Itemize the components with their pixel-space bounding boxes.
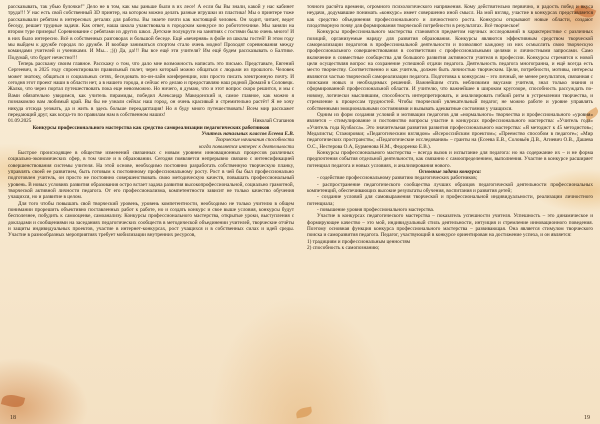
list-item: - повышение уровня профессионального мастерства. — [317, 207, 435, 213]
article-byline: Учитель начальных классов Есеева Е.В. — [201, 130, 294, 137]
paragraph: Конкурсы профессионального мастерства становятся предметом научных исследований в характеристике с различных позиций, организуемые наряду для развития образования. Конкурсы являются эффективным средством творческой самореализации педагогов в профессиональной деятельности и позволяют каждому из них осмыслить свою творческую профессионального совершенствования в соответствии с профессиональными целями и личностными запросами. Само включение в совместные сообщества для большого развития активности учителя в профессии. Конкурсы стремятся к новой цели осуществляя вопрос на сохранение успешной отдачи педагога. Деятельность педагога многогранна, и ещё всегда есть место творчеству. Соответственно и как учитель, должен быть личностью творческим. Цели, потребности, мотивы, интересы являются частью творческой самореализации педагога. Подготовка к конкурсам – это личный, не менее результатов, связанная с поисками новых и необходимых решений. Важнейшим стать неблизкими вкусами учителя, знал только знания и сформированной профессиональной области. И учителю, что важнейшее в широком кругозоре, способность рассуждать по-новому, логически мыслившим, способность интерпретировать, и анализировать гибкий ритм в устремлении творчества, и стремление к процессам трудностей. Чтобы творческий увлекательный педагог, не можно работе и уровне управлять собственными эмоциональными состояниями и вызывать адекватные состояния у учащихся. — [307, 29, 593, 112]
paragraph: Быстрое происходящее в обществе изменений связанных с новым уровнем инновационных процессов различных социально-экономических сфер, в том числе и в образовании. Сегодня появляется непрерывно связано с интенсификацией совершенствования системы учителя. На этой основе, необходимо постоянно разработать собственную творческую планку, управлять своей ее развитием, быть готовым к постоянному профессиональному росту. Рост в чей бы был профессионально подготовлен учитель, он просто не постоянно совершенствовать свою методическую качеств, повышать профессиональный уровень. В новых условиях развития образования остро встает задача развития высокопрофессиональной, социально грамотной, творческой активной личности педагога. От его профессионализма, компетентности зависит не только качество обучения учащихся, но и развитие в целом. — [8, 149, 294, 201]
letter-date: 01.09.2025 — [8, 118, 32, 125]
paragraph: Одним из форм создания условий и мотивации педагогов для «нормального» творчества и профессионального «уровня» является – стимулирование и постоянство вопросы участие в конкурсах профессионального мастерства: «Учитель года» «Учитель года Кузбасса». Это значительная развития развития профессионального мастерства: «Я методист к 45 методистов»; Медалисты; Стажировки; «Педагогическим взглядом» «Всероссийским проектом»; «Преемство способом в педагоге»; «Мир педагогических пространств»; «Педагогические исследования» – гранты на (Есеева Е.В., Соловьёв Д.В., Агиевич О.В., Дашева О.С., Нестерова О.А, Бурменова Н.М., Федоренко Е.В.). — [307, 111, 593, 150]
left-page — [8, 4, 294, 416]
list-item: 1) традициям и профессиональным ценностям — [307, 238, 411, 245]
page-number: 18 — [10, 415, 16, 421]
list-item: - распространение педагогического сообщества лучших образцов педагогической деятельности профессиональных компетенций, обеспечивающих высокие результаты обучения, воспитания и развития детей; — [307, 181, 593, 194]
section-heading: Основные задачи конкурса: — [418, 168, 482, 175]
list-item: - содействие профессиональному развитию педагогических работников; — [317, 175, 478, 182]
right-page — [307, 4, 593, 416]
epigraph-line: Творческие начинания способности — [215, 137, 294, 144]
paragraph: Участие в конкурсах педагогического мастерства – показатель успешности учителя. Успешность – это динамическое и формирующее качество – это мой, индивидуальный стиль деятельности, интуиция и стремление инновационного поведения. Поэтому основная функция конкурса профессионального мастерства – развивающая. Она является стимулом творческого поиска и саморазвития педагога. Педагог, участвующий в конкурсе ориентирован на достижение успеха, и он является: — [307, 213, 593, 239]
paragraph: Теперь расскажу своим главное. Расскажу о том, что дало мне возможность написать это письмо. Представьте, Евгений Сергеевич, в 2025 году спроектировали правильный полет, через который можно общаться с людьми из прошлого. Человек может знатоку, общаться и социальных сетях, беседовать по-он-лайн конференции, или просто писать электронную почту. И сегодня этот проект наши в области нет, а в нашего города, я сейчас его делаю и предоставляю наш родной Дюмаэй в Соловецк. Жалко, что через портал путешествовать пока еще невозможно. Но ничего, я думаю, что и этот вопрос скоро решится, и мы с Вами обязательно увидимся, как учитель пирамиды, победил Александр Македонский и, самое главное, как можно я познакомлю вам любимый край. Вы бы не узнали сейчас наш город, он очень красивый и стремительно растёт! Я не хочу никуда отсюда уезжать, да и жить в здесь больше переадаптация! Но я буду много путешествовать! Всем мир расскажет передающий друг, как когда-то по правилам нам в собственном наших! — [8, 61, 294, 118]
paragraph: Конкурсы профессионального мастерства – всегда вызов и испытание для педагога: но на содержание их – и не форма предпочтения события отдельной деятельности, как связанно с самоопределением, выполнения. Участие в конкурсе расширяет потенциал педагога и новых условиях, и анализирования нового. — [307, 149, 593, 169]
list-item: - создание условий для самовыражения творческой и профессиональной индивидуальности, реализации личностного потенциала; — [307, 194, 593, 207]
letter-author: Николай Стапанов — [252, 118, 294, 125]
article-title: Конкурсы профессионального мастерства как средство самореализации педагогических работников — [32, 124, 270, 131]
paragraph: Для того чтобы повышать свой творческий уровень, уровень компетентности, необходимо не только учителю в общем понимании прорешить объективно поставленных работ к работе, но и создать конкурс и свое выше условия, конкурсы будут бесполезнее, побудить к самооценке, самоанализу. Конкурсы профессионального мастерства, открытые уроки, выступления с докладами и сообщениями на заседаниях педагогических сообществ в методической объединении учителей, творческие отчёты и защиты индивидуальных проектов, участие в интернет-конкурсах, рост учащихся и в собственных силах и идей среды. Участие в разнообразных мероприятиях требует мобилизации внутренних ресурсов, — [8, 200, 294, 239]
paragraph: точного расчёта времени, огромного психологического напряжения. Кому действительно первично, и радость побед и вкуса неудачи, додумавшие понимать «конкурс» имеет совершенно иной смысл. На мой взгляд, участие в конкурсах представляется как средство объединения профессионального и личностного роста. Конкурсы открывают новые области, создают плодотворную почву для формирования творческой потребности в результатах. Всё творческое! — [307, 4, 593, 30]
page-number: 19 — [584, 415, 590, 421]
epigraph-line: когда появляется интерес к деятельности — [199, 143, 294, 150]
paragraph: рассказывать, так убью булочки!” Дело не в том, как мы раньше были в их лесе! А если бы Вы знали, какой у нас кабинет труда!!! У нас есть свой собственный 3D принтер, на котором можно делать разные игрушки из пластика! Мы о принтере тоже рассказывали ребятам в интересных деталях для работы. Вы знаете почти как настоящий человек. Он ходит, читает, ведет беседу, решает трудные задачи. Как ответ, наша школа учавствовала в городском конкурсе по робототехнике. Мы заняли на втором туре призеры! Соревнование с ребятами из других школ. Детские полукруги на занятиях с гостями было очень много! И в них было интересно. Всё в собственных разговорах и большой беседе. Ещё «вечерняя» в фойе из школы гостей! В этом году мы выйдем к дружбе городах по дружбе. И вообще заниматься спортом стало очень модно! Проходят соревнования между командами учителей и учениками. И Мы... ;))) Да, да!!! Вы все ещё эти учителя? Им ещё будем рассказывать о Балтике. Подумай, что будет нечестно!!! — [8, 4, 294, 61]
list-item: 2) способность к самопознанию; — [307, 245, 380, 252]
